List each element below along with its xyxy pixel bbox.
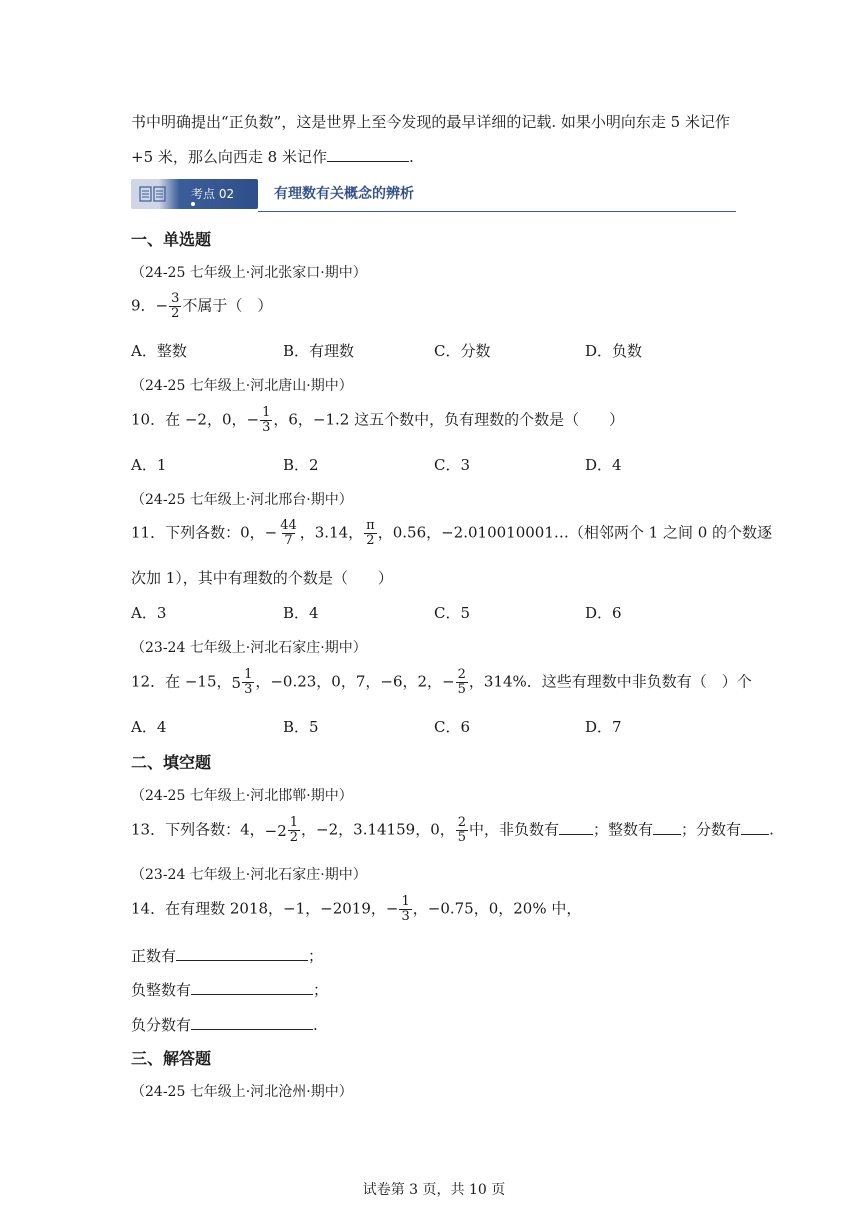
frac-numerator: 2 xyxy=(457,815,467,830)
banner-dot xyxy=(191,202,195,206)
page-footer: 试卷第 3 页，共 10 页 xyxy=(362,1182,506,1198)
q10-fraction xyxy=(260,406,272,435)
q11-option-c[interactable]: C．5 xyxy=(434,604,471,622)
q15-source: （24-25 七年级上·河北沧州·期中） xyxy=(131,1084,353,1100)
frac-numerator: 1 xyxy=(244,667,253,682)
q12-option-a[interactable]: A．4 xyxy=(131,718,167,736)
section-heading-single-choice: 一、单选题 xyxy=(131,230,212,249)
book-icon xyxy=(139,186,167,202)
q11-stem-line-2: 次加 1），其中有理数的个数是（ ） xyxy=(131,569,393,587)
frac-numerator: 2 xyxy=(457,667,466,682)
frac-denominator: 2 xyxy=(289,830,299,845)
q10-minus: − xyxy=(246,410,260,429)
frac-numerator: 1 xyxy=(262,405,271,420)
q14-end-3: . xyxy=(313,1016,318,1034)
q13-blank-2[interactable] xyxy=(653,818,681,835)
intro-line-1: 书中明确提出“正负数”，这是世界上至今发现的最早详细的记载. 如果小明向东走 5 米记作 xyxy=(131,113,730,131)
q9-text: 不属于（ ） xyxy=(182,296,273,315)
q14-label-negative-fraction: 负分数有 xyxy=(131,1016,192,1034)
q11-stem xyxy=(131,519,772,548)
banner-label: 考点 02 xyxy=(191,187,235,201)
q14-label-negative-integer: 负整数有 xyxy=(131,981,192,999)
q14-label-positive: 正数有 xyxy=(131,947,177,965)
q12-mixed-number xyxy=(232,668,256,697)
frac-numerator: π xyxy=(366,518,375,533)
q13-fraction xyxy=(456,816,468,845)
frac-numerator: 1 xyxy=(289,815,299,830)
q11-option-d[interactable]: D．6 xyxy=(585,604,622,622)
q12-suffix: ，314%．这些有理数中非负数有（ ）个 xyxy=(468,672,752,691)
q13-mid: ，−2，3.14159，0， xyxy=(301,820,455,839)
frac-denominator: 3 xyxy=(401,909,410,924)
q13-text-1: 中，非负数有 xyxy=(469,820,560,839)
q14-line-negative-fraction xyxy=(131,1013,318,1035)
frac-numerator: 44 xyxy=(280,518,297,533)
q13-mixed-number xyxy=(265,816,301,845)
q12-option-d[interactable]: D．7 xyxy=(585,718,622,736)
frac-numerator: 1 xyxy=(401,894,410,909)
banner-title: 有理数有关概念的辨析 xyxy=(274,186,414,202)
q10-option-c[interactable]: C．3 xyxy=(434,456,471,474)
q12-source: （23-24 七年级上·河北石家庄·期中） xyxy=(131,640,367,656)
q12-option-c[interactable]: C．6 xyxy=(434,718,471,736)
q14-minus: − xyxy=(385,899,399,918)
q9-minus: − xyxy=(155,296,169,315)
q9-fraction xyxy=(169,292,181,321)
frac-denominator: 2 xyxy=(366,533,375,548)
q14-blank-negative-fraction[interactable] xyxy=(191,1013,313,1030)
q13-text-3: ；分数有 xyxy=(681,820,742,839)
q12-option-b[interactable]: B．5 xyxy=(283,718,319,736)
q13-source: （24-25 七年级上·河北邯郸·期中） xyxy=(131,788,353,804)
q12-stem xyxy=(131,668,752,697)
intro-line-2-text: +5 米，那么向西走 8 米记作 xyxy=(131,148,327,166)
q9-option-a[interactable]: A．整数 xyxy=(131,342,187,360)
q10-option-d[interactable]: D．4 xyxy=(585,456,622,474)
q11-fraction-1 xyxy=(278,519,299,548)
q13-blank-1[interactable] xyxy=(559,818,593,835)
frac-denominator: 5 xyxy=(457,830,467,845)
frac-denominator: 2 xyxy=(171,306,180,321)
q13-stem xyxy=(131,816,774,845)
q11-source: （24-25 七年级上·河北邢台·期中） xyxy=(131,492,353,508)
intro-line-2-end: . xyxy=(408,148,414,166)
section-heading-solve: 三、解答题 xyxy=(131,1049,212,1068)
q14-blank-negative-integer[interactable] xyxy=(191,978,313,995)
q10-option-b[interactable]: B．2 xyxy=(283,456,319,474)
q12-fraction xyxy=(456,668,468,697)
q13-text-2: ；整数有 xyxy=(593,820,654,839)
q9-option-d[interactable]: D．负数 xyxy=(585,342,643,360)
q10-suffix: ，6，−1.2 这五个数中，负有理数的个数是（ ） xyxy=(273,410,625,429)
q14-blank-positive[interactable] xyxy=(176,944,308,961)
q11-fraction-2 xyxy=(364,519,377,548)
mixed-whole: 5 xyxy=(231,673,242,692)
q11-minus: − xyxy=(264,523,278,542)
q10-option-a[interactable]: A．1 xyxy=(131,456,167,474)
q12-minus: − xyxy=(442,672,455,691)
q12-prefix: 12．在 −15， xyxy=(131,672,232,691)
mixed-whole: −2 xyxy=(264,821,287,840)
frac-denominator: 7 xyxy=(284,533,293,548)
q10-source: （24-25 七年级上·河北唐山·期中） xyxy=(131,378,353,394)
q14-end-2: ； xyxy=(313,981,329,999)
q9-stem xyxy=(131,292,272,321)
q9-option-b[interactable]: B．有理数 xyxy=(283,342,355,360)
frac-numerator: 3 xyxy=(171,291,180,306)
q13-text-4: . xyxy=(769,820,774,839)
q10-stem xyxy=(131,406,624,435)
q11-option-a[interactable]: A．3 xyxy=(131,604,167,622)
frac-denominator: 5 xyxy=(457,682,466,697)
section-heading-fill-blank: 二、填空题 xyxy=(131,753,212,772)
q9-option-c[interactable]: C．分数 xyxy=(434,342,491,360)
q9-number: 9． xyxy=(131,296,156,315)
mixed-fraction xyxy=(288,816,300,845)
answer-blank[interactable] xyxy=(327,145,409,162)
q14-suffix: ，−0.75，0，20% 中， xyxy=(412,899,582,918)
q11-mid-1: ，3.14， xyxy=(299,523,364,542)
q14-source: （23-24 七年级上·河北石家庄·期中） xyxy=(131,867,367,883)
q14-prefix: 14．在有理数 2018，−1，−2019， xyxy=(131,899,386,918)
q10-prefix: 10．在 −2，0， xyxy=(131,410,247,429)
q14-end-1: ； xyxy=(308,947,324,965)
q14-stem xyxy=(131,895,581,924)
frac-denominator: 3 xyxy=(244,682,253,697)
q12-mid: ，−0.23，0，7，−6，2， xyxy=(255,672,443,691)
frac-denominator: 3 xyxy=(262,420,271,435)
q13-blank-3[interactable] xyxy=(741,818,769,835)
q11-mid-2: ，0.56，−2.010010001…（相邻两个 1 之间 0 的个数逐 xyxy=(377,523,773,542)
intro-line-2 xyxy=(131,145,414,168)
q13-prefix: 13．下列各数：4， xyxy=(131,820,265,839)
q9-source: （24-25 七年级上·河北张家口·期中） xyxy=(131,265,367,281)
banner-rule xyxy=(258,211,736,212)
q11-option-b[interactable]: B．4 xyxy=(283,604,319,622)
q14-fraction xyxy=(399,895,411,924)
q14-line-negative-integer xyxy=(131,978,328,1000)
q14-line-positive xyxy=(131,944,323,966)
q11-prefix: 11．下列各数：0， xyxy=(131,523,265,542)
mixed-fraction xyxy=(242,668,254,697)
